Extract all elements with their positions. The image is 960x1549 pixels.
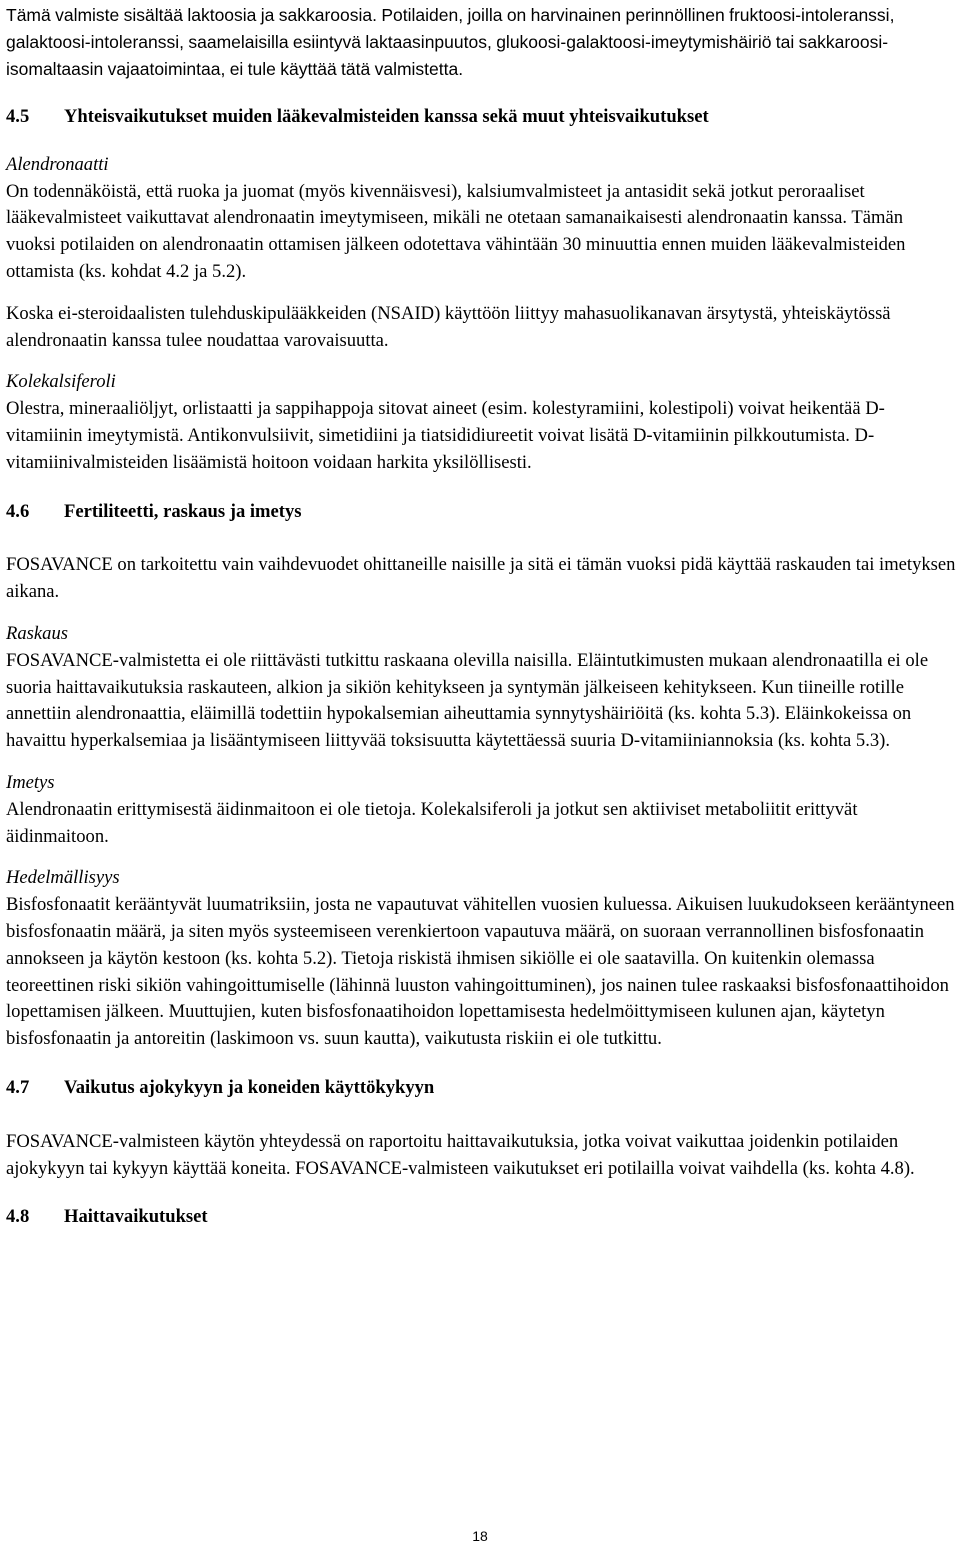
paragraph-ajokyky: FOSAVANCE-valmisteen käytön yhteydessä on raportoitu haittavaikutuksia, jotka voivat vaikuttaa joidenkin potilaiden ajokykyyn tai kykyyn käyttää koneita. FOSAVANCE-valmisteen vaikutukset eri potilailla voivat vaihdella (ks. kohta 4.8). — [6, 1130, 915, 1179]
subheading-alendronaatti: Alendronaatti — [6, 153, 109, 175]
paragraph-alendronaatti-1: On todennäköistä, että ruoka ja juomat (myös kivennäisvesi), kalsiumvalmisteet ja antasidit sekä jotkut peroraaliset lääkevalmisteet vaikuttavat alendronaatin imeytymiseen, mikäli ne otetaan samanaikaisesti alendronaatin kanssa. Tämän vuoksi potilaiden on alendronaatin ottamisen jälkeen odotettava vähintään 30 minuuttia ennen muiden lääkevalmisteiden ottamista (ks. kohdat 4.2 ja 5.2). — [6, 180, 906, 282]
section-title: Yhteisvaikutukset muiden lääkevalmisteiden kanssa sekä muut yhteisvaikutukset — [64, 106, 709, 127]
subheading-raskaus: Raskaus — [6, 622, 68, 644]
page-number: 18 — [472, 1528, 488, 1544]
section-heading-4-5 — [6, 104, 956, 131]
paragraph-raskaus: FOSAVANCE-valmistetta ei ole riittävästi tutkittu raskaana olevilla naisilla. Eläintutkimusten mukaan alendronaatilla ei ole suoria haittavaikutuksia raskauteen, alkion ja sikiön kehitykseen ja syntymän jälkeiseen kehitykseen. Kun tiineille rotille annettiin alendronaattia, eläimillä todettiin hypokalsemian aiheuttamia synnytyshäiriöitä (ks. kohta 5.3). Eläinkokeissa on havaittu hyperkalsemiaa ja lisääntymiseen liittyvää toksisuutta käytettäessä suuria D-vitamiiniannoksia (ks. kohta 5.3). — [6, 649, 929, 752]
paragraph-hedelmallisyys: Bisfosfonaatit kerääntyvät luumatriksiin, josta ne vapautuvat vähitellen vuosien kuluessa. Aikuisen luukudokseen kerääntyneen bisfosfonaatin määrä, ja siten myös systeemiseen verenkiertoon vapautuva määrä, on suoraan verrannollinen bisfosfonaatin annokseen ja käytön kestoon (ks. kohta 5.2). Tietoja riskistä ihmisen sikiölle ei ole saatavilla. On kuitenkin olemassa teoreettinen riski sikiön vahingoittumiselle (lähinnä luuston vahingoittuminen), jos nainen tulee raskaaksi bisfosfonaattihoidon lopettamisen jälkeen. Muuttujien, kuten bisfosfonaatihoidon lopettamisesta hedelmöittymiseen kulunen ajan, käytetyn bisfosfonaatin ja antoreitin (laskimoon vs. suun kautta), vaikutusta riskiin ei ole tutkittu. — [6, 894, 955, 1050]
section-4-8 — [6, 1204, 956, 1231]
section-heading-4-7 — [6, 1075, 956, 1102]
subheading-imetys: Imetys — [6, 771, 55, 793]
section-4-5 — [6, 104, 956, 477]
section-number: 4.6 — [6, 500, 30, 522]
section-heading-4-8 — [6, 1204, 956, 1231]
subheading-hedelmallisyys: Hedelmällisyys — [6, 867, 120, 889]
section-title: Haittavaikutukset — [64, 1206, 208, 1228]
subheading-kolekalsiferoli: Kolekalsiferoli — [6, 371, 116, 393]
paragraph-alendronaatti-2: Koska ei-steroidaalisten tulehduskipulääkkeiden (NSAID) käyttöön liittyy mahasuolikanavan ärsytystä, yhteiskäytössä alendronaatin kanssa tulee noudattaa varovaisuutta. — [6, 302, 891, 351]
document-page — [6, 0, 956, 1231]
paragraph-kolekalsiferoli: Olestra, mineraaliöljyt, orlistaatti ja sappihappoja sitovat aineet (esim. kolestyramiini, kolestipoli) voivat heikentää D-vitamiinin imeytymistä. Antikonvulsiivit, simetidiini ja tiatsididiureetit voivat lisätä D-vitamiinin pilkkoutumista. D-vitamiinivalmisteiden lisäämistä hoitoon voidaan harkita yksilöllisesti. — [6, 398, 885, 473]
section-title: Fertiliteetti, raskaus ja imetys — [64, 500, 302, 522]
paragraph-fosavance-intro: FOSAVANCE on tarkoitettu vain vaihdevuodet ohittaneille naisille ja sitä ei tämän vuoksi pidä käyttää raskauden tai imetyksen aikana. — [6, 554, 956, 603]
section-number: 4.5 — [6, 106, 30, 127]
section-4-6 — [6, 499, 956, 1053]
section-4-7 — [6, 1075, 956, 1182]
section-number: 4.7 — [6, 1076, 30, 1098]
section-title: Vaikutus ajokykyyn ja koneiden käyttökykyyn — [64, 1076, 435, 1098]
section-heading-4-6 — [6, 499, 956, 526]
paragraph-imetys: Alendronaatin erittymisestä äidinmaitoon ei ole tietoja. Kolekalsiferoli ja jotkut sen aktiiviset metaboliitit erittyvät äidinmaitoon. — [6, 798, 858, 847]
section-number: 4.8 — [6, 1206, 30, 1228]
intro-paragraph: Tämä valmiste sisältää laktoosia ja sakkaroosia. Potilaiden, joilla on harvinainen perinnöllinen fruktoosi-intoleranssi, galaktoosi-intoleranssi, saamelaisilla esiintyvä laktaasinpuutos, glukoosi-galaktoosi-imeytymishäiriö tai sakkaroosi-isomaltaasin vajaatoimintaa, ei tule käyttää tätä valmistetta. — [6, 5, 895, 79]
